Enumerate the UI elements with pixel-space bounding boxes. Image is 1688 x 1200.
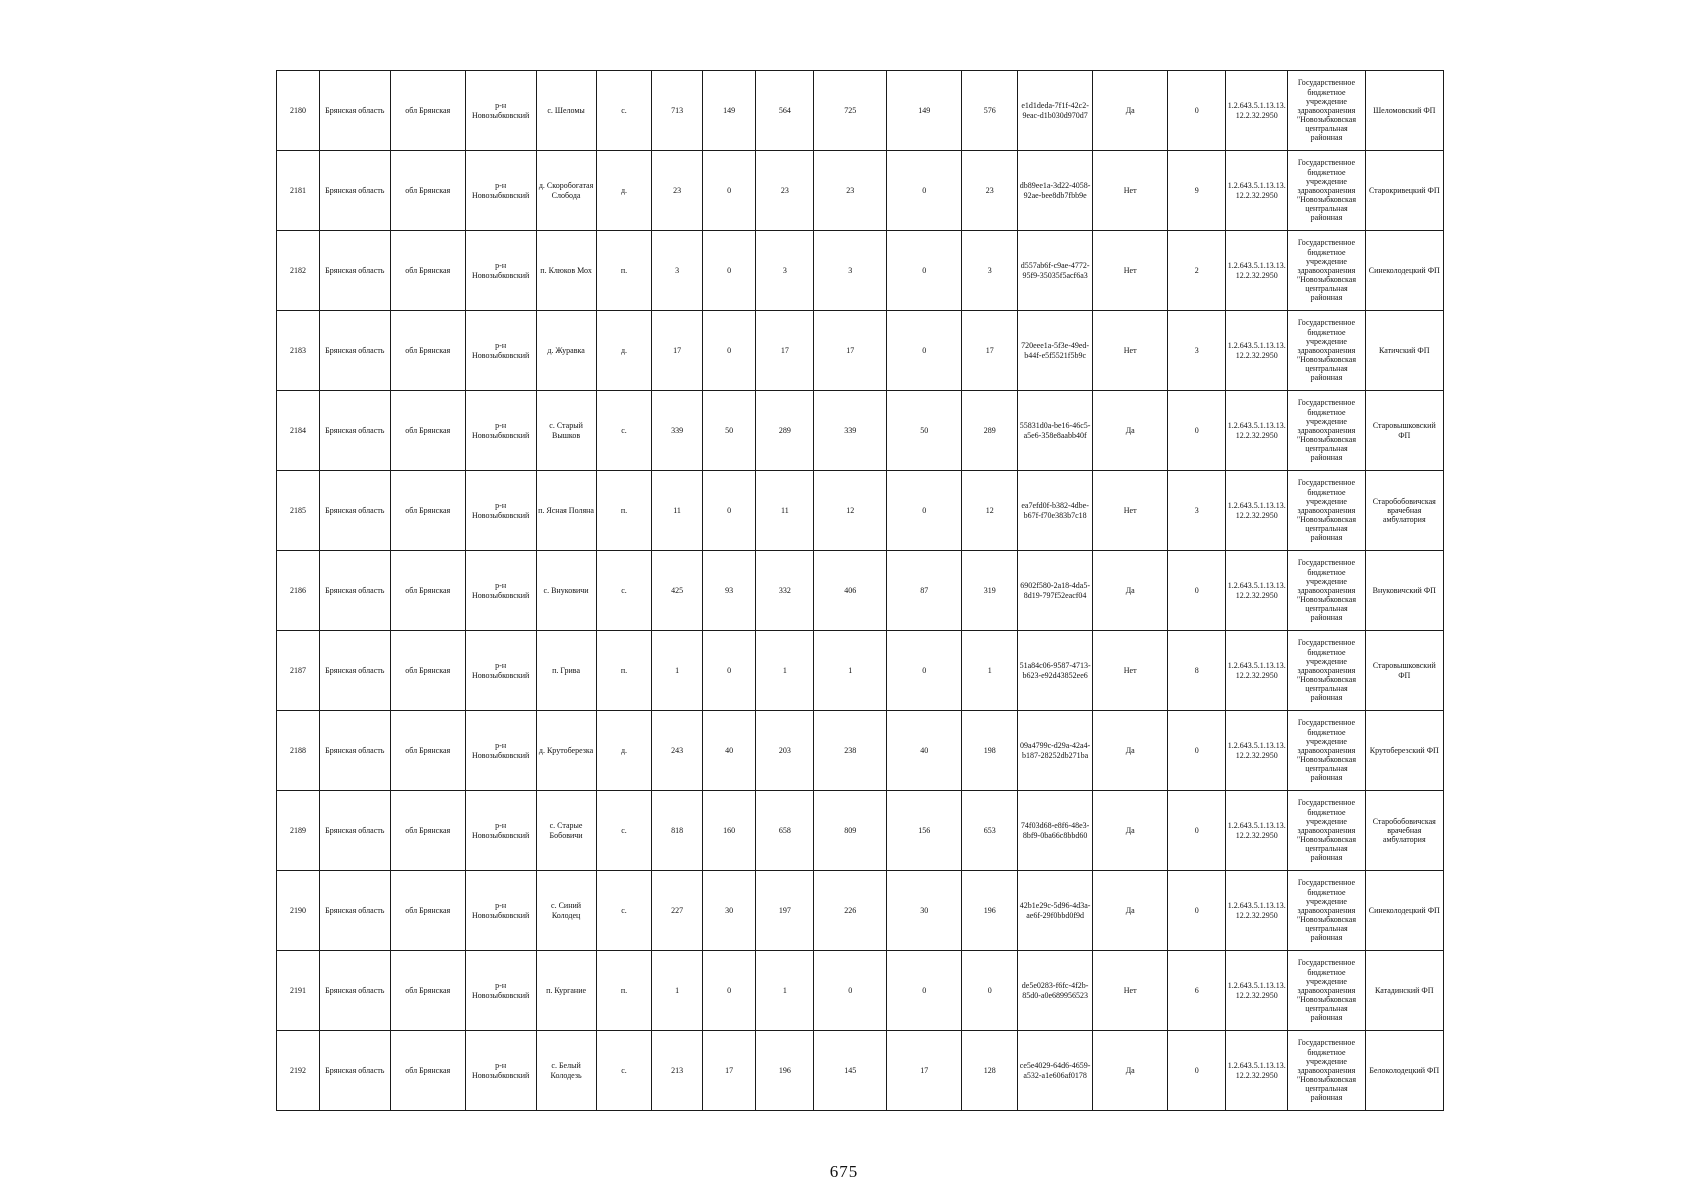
locality-cell: с. Белый Колодезь (536, 1031, 596, 1111)
population-children-cell: 30 (702, 871, 756, 951)
district-cell: р-н Новозыбковский (465, 711, 536, 791)
district-cell: р-н Новозыбковский (465, 151, 536, 231)
population-total-cell: 243 (652, 711, 702, 791)
facility-present-cell: Да (1093, 871, 1168, 951)
population-adults-cell: 332 (756, 551, 814, 631)
population-adults-cell: 289 (756, 391, 814, 471)
oblast-cell: обл Брянская (390, 311, 465, 391)
population-total-2-cell: 17 (814, 311, 887, 391)
locality-cell: п. Клюков Мох (536, 231, 596, 311)
population-adults-cell: 1 (756, 951, 814, 1031)
oblast-cell: обл Брянская (390, 1031, 465, 1111)
oblast-cell: обл Брянская (390, 951, 465, 1031)
locality-type-cell: п. (596, 631, 652, 711)
oblast-cell: обл Брянская (390, 151, 465, 231)
population-children-2-cell: 17 (887, 1031, 962, 1111)
org-oid-cell: 1.2.643.5.1.13.13.12.2.32.2950 (1226, 551, 1288, 631)
medical-unit-cell: Старовышковский ФП (1365, 631, 1443, 711)
oblast-cell: обл Брянская (390, 471, 465, 551)
population-adults-2-cell: 1 (962, 631, 1018, 711)
region-cell: Брянская область (319, 631, 390, 711)
distance-cell: 9 (1168, 151, 1226, 231)
organization-cell: Государственное бюджетное учреждение здравоохранения "Новозыбковская центральная районная (1288, 311, 1365, 391)
table-body (277, 71, 1444, 1111)
organization-cell: Государственное бюджетное учреждение здравоохранения "Новозыбковская центральная районная (1288, 1031, 1365, 1111)
page-number: 675 (829, 1162, 859, 1181)
org-oid-cell: 1.2.643.5.1.13.13.12.2.32.2950 (1226, 231, 1288, 311)
facility-present-cell: Да (1093, 551, 1168, 631)
district-cell: р-н Новозыбковский (465, 71, 536, 151)
population-children-2-cell: 0 (887, 631, 962, 711)
facility-present-cell: Нет (1093, 631, 1168, 711)
oblast-cell: обл Брянская (390, 231, 465, 311)
fias-guid-cell: de5e0283-f6fc-4f2b-85d0-a0e689956523 (1018, 951, 1093, 1031)
population-total-2-cell: 809 (814, 791, 887, 871)
table-row (277, 631, 1444, 711)
population-children-cell: 0 (702, 951, 756, 1031)
oblast-cell: обл Брянская (390, 791, 465, 871)
population-adults-cell: 23 (756, 151, 814, 231)
table-row (277, 791, 1444, 871)
locality-type-cell: с. (596, 1031, 652, 1111)
medical-unit-cell: Старовышковский ФП (1365, 391, 1443, 471)
population-total-cell: 11 (652, 471, 702, 551)
district-cell: р-н Новозыбковский (465, 311, 536, 391)
locality-type-cell: п. (596, 231, 652, 311)
locality-type-cell: с. (596, 551, 652, 631)
population-total-cell: 713 (652, 71, 702, 151)
population-adults-cell: 3 (756, 231, 814, 311)
population-total-cell: 818 (652, 791, 702, 871)
medical-unit-cell: Белоколодецкий ФП (1365, 1031, 1443, 1111)
locality-type-cell: с. (596, 391, 652, 471)
population-adults-2-cell: 23 (962, 151, 1018, 231)
distance-cell: 0 (1168, 1031, 1226, 1111)
population-children-cell: 0 (702, 151, 756, 231)
population-total-2-cell: 339 (814, 391, 887, 471)
region-cell: Брянская область (319, 471, 390, 551)
org-oid-cell: 1.2.643.5.1.13.13.12.2.32.2950 (1226, 1031, 1288, 1111)
population-adults-cell: 196 (756, 1031, 814, 1111)
medical-unit-cell: Крутоберезский ФП (1365, 711, 1443, 791)
population-children-2-cell: 0 (887, 951, 962, 1031)
population-total-2-cell: 145 (814, 1031, 887, 1111)
population-adults-2-cell: 289 (962, 391, 1018, 471)
locality-cell: с. Внуковичи (536, 551, 596, 631)
locality-type-cell: д. (596, 311, 652, 391)
organization-cell: Государственное бюджетное учреждение здравоохранения "Новозыбковская центральная районная (1288, 151, 1365, 231)
locality-cell: с. Старые Бобовичи (536, 791, 596, 871)
distance-cell: 0 (1168, 871, 1226, 951)
oblast-cell: обл Брянская (390, 71, 465, 151)
population-total-cell: 3 (652, 231, 702, 311)
population-children-2-cell: 156 (887, 791, 962, 871)
locality-cell: с. Шеломы (536, 71, 596, 151)
locality-cell: п. Грива (536, 631, 596, 711)
population-adults-2-cell: 576 (962, 71, 1018, 151)
distance-cell: 0 (1168, 711, 1226, 791)
row-id-cell: 2182 (277, 231, 320, 311)
population-adults-2-cell: 653 (962, 791, 1018, 871)
row-id-cell: 2192 (277, 1031, 320, 1111)
population-total-2-cell: 23 (814, 151, 887, 231)
region-cell: Брянская область (319, 791, 390, 871)
row-id-cell: 2181 (277, 151, 320, 231)
locality-cell: д. Журавка (536, 311, 596, 391)
region-cell: Брянская область (319, 551, 390, 631)
population-total-2-cell: 226 (814, 871, 887, 951)
population-children-cell: 17 (702, 1031, 756, 1111)
org-oid-cell: 1.2.643.5.1.13.13.12.2.32.2950 (1226, 151, 1288, 231)
population-adults-cell: 203 (756, 711, 814, 791)
facility-present-cell: Да (1093, 1031, 1168, 1111)
population-total-cell: 1 (652, 631, 702, 711)
medical-unit-cell: Старокривецкий ФП (1365, 151, 1443, 231)
org-oid-cell: 1.2.643.5.1.13.13.12.2.32.2950 (1226, 711, 1288, 791)
fias-guid-cell: 42b1e29c-5d96-4d3a-ae6f-29f0bbd0f9d (1018, 871, 1093, 951)
facility-present-cell: Нет (1093, 231, 1168, 311)
row-id-cell: 2189 (277, 791, 320, 871)
population-children-2-cell: 0 (887, 471, 962, 551)
table-row (277, 951, 1444, 1031)
medical-unit-cell: Синеколодецкий ФП (1365, 871, 1443, 951)
facility-present-cell: Нет (1093, 151, 1168, 231)
organization-cell: Государственное бюджетное учреждение здравоохранения "Новозыбковская центральная районная (1288, 551, 1365, 631)
district-cell: р-н Новозыбковский (465, 551, 536, 631)
population-children-cell: 0 (702, 471, 756, 551)
district-cell: р-н Новозыбковский (465, 951, 536, 1031)
fias-guid-cell: 720eee1a-5f3e-49ed-b44f-e5f5521f5b9c (1018, 311, 1093, 391)
medical-unit-cell: Шеломовский ФП (1365, 71, 1443, 151)
organization-cell: Государственное бюджетное учреждение здравоохранения "Новозыбковская центральная районная (1288, 471, 1365, 551)
oblast-cell: обл Брянская (390, 711, 465, 791)
distance-cell: 0 (1168, 791, 1226, 871)
population-adults-2-cell: 17 (962, 311, 1018, 391)
medical-unit-cell: Старобобовичская врачебная амбулатория (1365, 471, 1443, 551)
organization-cell: Государственное бюджетное учреждение здравоохранения "Новозыбковская центральная районная (1288, 71, 1365, 151)
distance-cell: 3 (1168, 471, 1226, 551)
row-id-cell: 2190 (277, 871, 320, 951)
population-adults-2-cell: 128 (962, 1031, 1018, 1111)
population-children-2-cell: 30 (887, 871, 962, 951)
population-adults-2-cell: 196 (962, 871, 1018, 951)
distance-cell: 3 (1168, 311, 1226, 391)
organization-cell: Государственное бюджетное учреждение здравоохранения "Новозыбковская центральная районная (1288, 951, 1365, 1031)
population-children-2-cell: 50 (887, 391, 962, 471)
population-total-cell: 213 (652, 1031, 702, 1111)
region-cell: Брянская область (319, 151, 390, 231)
population-children-2-cell: 149 (887, 71, 962, 151)
population-total-2-cell: 1 (814, 631, 887, 711)
district-cell: р-н Новозыбковский (465, 631, 536, 711)
fias-guid-cell: d557ab6f-c9ae-4772-95f9-35035f5acf6a3 (1018, 231, 1093, 311)
organization-cell: Государственное бюджетное учреждение здравоохранения "Новозыбковская центральная районная (1288, 231, 1365, 311)
table-row (277, 231, 1444, 311)
population-children-2-cell: 0 (887, 151, 962, 231)
region-cell: Брянская область (319, 231, 390, 311)
distance-cell: 0 (1168, 551, 1226, 631)
organization-cell: Государственное бюджетное учреждение здравоохранения "Новозыбковская центральная районная (1288, 391, 1365, 471)
population-total-cell: 17 (652, 311, 702, 391)
locality-type-cell: с. (596, 791, 652, 871)
org-oid-cell: 1.2.643.5.1.13.13.12.2.32.2950 (1226, 791, 1288, 871)
fias-guid-cell: 6902f580-2a18-4da5-8d19-797f52eacf04 (1018, 551, 1093, 631)
table-row (277, 871, 1444, 951)
locality-type-cell: п. (596, 471, 652, 551)
org-oid-cell: 1.2.643.5.1.13.13.12.2.32.2950 (1226, 471, 1288, 551)
population-adults-cell: 564 (756, 71, 814, 151)
district-cell: р-н Новозыбковский (465, 391, 536, 471)
population-children-2-cell: 0 (887, 231, 962, 311)
region-cell: Брянская область (319, 311, 390, 391)
table-row (277, 471, 1444, 551)
org-oid-cell: 1.2.643.5.1.13.13.12.2.32.2950 (1226, 631, 1288, 711)
row-id-cell: 2188 (277, 711, 320, 791)
organization-cell: Государственное бюджетное учреждение здравоохранения "Новозыбковская центральная районная (1288, 871, 1365, 951)
table-row (277, 1031, 1444, 1111)
table-row (277, 551, 1444, 631)
table-row (277, 391, 1444, 471)
district-cell: р-н Новозыбковский (465, 1031, 536, 1111)
fias-guid-cell: db89ee1a-3d22-4058-92ae-bee8db7fbb9e (1018, 151, 1093, 231)
oblast-cell: обл Брянская (390, 871, 465, 951)
facility-present-cell: Нет (1093, 951, 1168, 1031)
facility-present-cell: Нет (1093, 471, 1168, 551)
medical-unit-cell: Старобобовичская врачебная амбулатория (1365, 791, 1443, 871)
distance-cell: 0 (1168, 391, 1226, 471)
locality-type-cell: п. (596, 951, 652, 1031)
fias-guid-cell: 51a84c06-9587-4713-b623-e92d43852ee6 (1018, 631, 1093, 711)
region-cell: Брянская область (319, 951, 390, 1031)
locality-type-cell: д. (596, 151, 652, 231)
row-id-cell: 2186 (277, 551, 320, 631)
medical-unit-cell: Синеколодецкий ФП (1365, 231, 1443, 311)
fias-guid-cell: ea7efd0f-b382-4dbe-b67f-f70e383b7c18 (1018, 471, 1093, 551)
fias-guid-cell: 09a4799c-d29a-42a4-b187-28252db271ba (1018, 711, 1093, 791)
org-oid-cell: 1.2.643.5.1.13.13.12.2.32.2950 (1226, 951, 1288, 1031)
population-total-2-cell: 0 (814, 951, 887, 1031)
row-id-cell: 2184 (277, 391, 320, 471)
population-children-cell: 149 (702, 71, 756, 151)
oblast-cell: обл Брянская (390, 391, 465, 471)
medical-unit-cell: Внуковичский ФП (1365, 551, 1443, 631)
table-row (277, 711, 1444, 791)
population-total-cell: 425 (652, 551, 702, 631)
population-children-cell: 93 (702, 551, 756, 631)
population-children-2-cell: 0 (887, 311, 962, 391)
population-total-2-cell: 725 (814, 71, 887, 151)
distance-cell: 6 (1168, 951, 1226, 1031)
oblast-cell: обл Брянская (390, 631, 465, 711)
population-total-cell: 339 (652, 391, 702, 471)
locality-cell: д. Крутоберезка (536, 711, 596, 791)
locality-cell: с. Синий Колодец (536, 871, 596, 951)
locality-cell: с. Старый Вышков (536, 391, 596, 471)
population-adults-cell: 1 (756, 631, 814, 711)
table-row (277, 71, 1444, 151)
fias-guid-cell: 74f03d68-e8f6-48e3-8bf9-0ba66c8bbd60 (1018, 791, 1093, 871)
medical-unit-cell: Катичский ФП (1365, 311, 1443, 391)
org-oid-cell: 1.2.643.5.1.13.13.12.2.32.2950 (1226, 71, 1288, 151)
distance-cell: 2 (1168, 231, 1226, 311)
population-total-2-cell: 3 (814, 231, 887, 311)
region-cell: Брянская область (319, 1031, 390, 1111)
population-adults-cell: 658 (756, 791, 814, 871)
population-adults-2-cell: 198 (962, 711, 1018, 791)
facility-present-cell: Нет (1093, 311, 1168, 391)
locality-type-cell: д. (596, 711, 652, 791)
locality-cell: д. Скоробогатая Слобода (536, 151, 596, 231)
population-children-cell: 0 (702, 311, 756, 391)
district-cell: р-н Новозыбковский (465, 471, 536, 551)
population-children-cell: 0 (702, 631, 756, 711)
row-id-cell: 2183 (277, 311, 320, 391)
oblast-cell: обл Брянская (390, 551, 465, 631)
population-adults-2-cell: 319 (962, 551, 1018, 631)
settlement-registry-table (276, 70, 1444, 1111)
facility-present-cell: Да (1093, 391, 1168, 471)
distance-cell: 0 (1168, 71, 1226, 151)
locality-cell: п. Ясная Поляна (536, 471, 596, 551)
population-children-cell: 160 (702, 791, 756, 871)
region-cell: Брянская область (319, 391, 390, 471)
facility-present-cell: Да (1093, 791, 1168, 871)
locality-type-cell: с. (596, 871, 652, 951)
facility-present-cell: Да (1093, 711, 1168, 791)
org-oid-cell: 1.2.643.5.1.13.13.12.2.32.2950 (1226, 391, 1288, 471)
organization-cell: Государственное бюджетное учреждение здравоохранения "Новозыбковская центральная районная (1288, 711, 1365, 791)
population-adults-cell: 197 (756, 871, 814, 951)
fias-guid-cell: e1d1deda-7f1f-42c2-9eac-d1b030d970d7 (1018, 71, 1093, 151)
population-adults-cell: 17 (756, 311, 814, 391)
region-cell: Брянская область (319, 711, 390, 791)
population-adults-2-cell: 3 (962, 231, 1018, 311)
population-adults-2-cell: 0 (962, 951, 1018, 1031)
organization-cell: Государственное бюджетное учреждение здравоохранения "Новозыбковская центральная районная (1288, 791, 1365, 871)
population-children-2-cell: 40 (887, 711, 962, 791)
table-row (277, 311, 1444, 391)
region-cell: Брянская область (319, 871, 390, 951)
population-total-cell: 1 (652, 951, 702, 1031)
region-cell: Брянская область (319, 71, 390, 151)
org-oid-cell: 1.2.643.5.1.13.13.12.2.32.2950 (1226, 311, 1288, 391)
population-total-cell: 23 (652, 151, 702, 231)
district-cell: р-н Новозыбковский (465, 791, 536, 871)
population-total-2-cell: 12 (814, 471, 887, 551)
organization-cell: Государственное бюджетное учреждение здравоохранения "Новозыбковская центральная районная (1288, 631, 1365, 711)
population-children-2-cell: 87 (887, 551, 962, 631)
population-adults-2-cell: 12 (962, 471, 1018, 551)
row-id-cell: 2187 (277, 631, 320, 711)
medical-unit-cell: Катадинский ФП (1365, 951, 1443, 1031)
population-total-2-cell: 406 (814, 551, 887, 631)
fias-guid-cell: 55831d0a-be16-46c5-a5e6-358e8aabb40f (1018, 391, 1093, 471)
row-id-cell: 2191 (277, 951, 320, 1031)
locality-cell: п. Кургание (536, 951, 596, 1031)
row-id-cell: 2185 (277, 471, 320, 551)
population-children-cell: 40 (702, 711, 756, 791)
org-oid-cell: 1.2.643.5.1.13.13.12.2.32.2950 (1226, 871, 1288, 951)
population-children-cell: 50 (702, 391, 756, 471)
population-children-cell: 0 (702, 231, 756, 311)
row-id-cell: 2180 (277, 71, 320, 151)
population-total-2-cell: 238 (814, 711, 887, 791)
locality-type-cell: с. (596, 71, 652, 151)
population-total-cell: 227 (652, 871, 702, 951)
fias-guid-cell: ce5e4029-64d6-4659-a532-a1e606af0178 (1018, 1031, 1093, 1111)
table-row (277, 151, 1444, 231)
distance-cell: 8 (1168, 631, 1226, 711)
district-cell: р-н Новозыбковский (465, 231, 536, 311)
population-adults-cell: 11 (756, 471, 814, 551)
district-cell: р-н Новозыбковский (465, 871, 536, 951)
facility-present-cell: Да (1093, 71, 1168, 151)
